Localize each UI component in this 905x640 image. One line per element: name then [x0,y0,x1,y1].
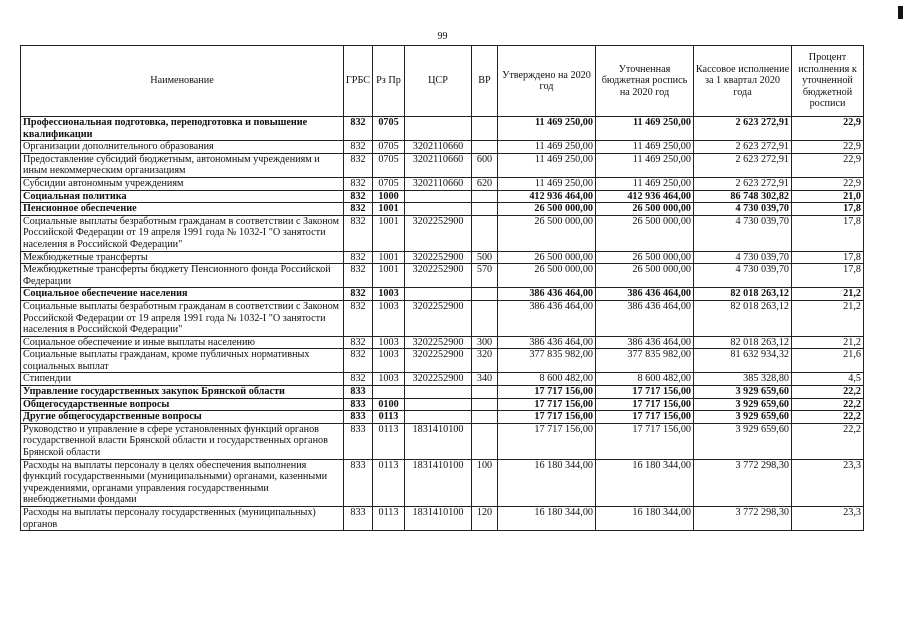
cell-name: Социальное обеспечение населения [21,288,344,301]
cell-approved: 11 469 250,00 [498,117,596,141]
cell-grbs: 833 [344,411,373,424]
table-row [21,411,864,424]
header-vr: ВР [472,46,498,117]
cell-vr: 500 [472,251,498,264]
cell-percent: 17,8 [792,215,864,251]
cell-rzpr: 0705 [373,117,405,141]
cell-name: Социальные выплаты безработным гражданам в соответствии с Законом Российской Федерации от 19 апреля 1991 года № 1032-I "О занятости населения в Российской Федерации" [21,300,344,336]
cell-rzpr: 0705 [373,141,405,154]
cell-csr: 3202252900 [405,300,472,336]
cell-name: Другие общегосударственные вопросы [21,411,344,424]
cell-csr: 3202110660 [405,153,472,177]
cell-grbs: 832 [344,288,373,301]
cell-percent: 21,6 [792,349,864,373]
cell-grbs: 832 [344,141,373,154]
cell-refined: 26 500 000,00 [596,264,694,288]
cell-vr [472,300,498,336]
cell-grbs: 832 [344,215,373,251]
cell-refined: 17 717 156,00 [596,423,694,459]
header-refined: Уточненная бюджетная роспись на 2020 год [596,46,694,117]
cell-cash: 2 623 272,91 [694,153,792,177]
table-row [21,386,864,399]
cell-csr: 3202252900 [405,251,472,264]
cell-csr [405,288,472,301]
header-name: Наименование [21,46,344,117]
table-row [21,251,864,264]
cell-refined: 11 469 250,00 [596,177,694,190]
cell-rzpr: 1001 [373,203,405,216]
cell-name: Социальные выплаты гражданам, кроме публичных нормативных социальных выплат [21,349,344,373]
cell-name: Социальные выплаты безработным гражданам в соответствии с Законом Российской Федерации от 19 апреля 1991 года № 1032-I "О занятости населения в Российской Федерации" [21,215,344,251]
cell-percent: 4,5 [792,373,864,386]
cell-percent: 17,8 [792,203,864,216]
cell-cash: 3 929 659,60 [694,423,792,459]
cell-rzpr: 0113 [373,459,405,506]
table-row [21,177,864,190]
cell-name: Предоставление субсидий бюджетным, автономным учреждениям и иным некоммерческим организациям [21,153,344,177]
cell-cash: 385 328,80 [694,373,792,386]
cell-csr: 3202252900 [405,349,472,373]
cell-percent: 21,0 [792,190,864,203]
table-row [21,459,864,506]
cell-percent: 23,3 [792,507,864,531]
cell-grbs: 833 [344,386,373,399]
cell-grbs: 833 [344,507,373,531]
cell-cash: 2 623 272,91 [694,141,792,154]
cell-percent: 22,9 [792,177,864,190]
cell-refined: 11 469 250,00 [596,153,694,177]
cell-rzpr: 0113 [373,423,405,459]
cell-approved: 17 717 156,00 [498,386,596,399]
table-row [21,203,864,216]
cell-refined: 412 936 464,00 [596,190,694,203]
cell-refined: 16 180 344,00 [596,507,694,531]
cell-grbs: 832 [344,177,373,190]
cell-rzpr: 1003 [373,349,405,373]
cell-approved: 17 717 156,00 [498,398,596,411]
cell-grbs: 832 [344,349,373,373]
cell-rzpr: 1003 [373,300,405,336]
cell-csr: 3202252900 [405,373,472,386]
cell-approved: 8 600 482,00 [498,373,596,386]
cell-approved: 26 500 000,00 [498,203,596,216]
cell-name: Руководство и управление в сфере установленных функций органов государственной власти Брянской области и государственных органов Брянской области [21,423,344,459]
cell-csr [405,117,472,141]
cell-grbs: 832 [344,300,373,336]
cell-cash: 2 623 272,91 [694,177,792,190]
cell-name: Пенсионное обеспечение [21,203,344,216]
header-cash: Кассовое исполнение за 1 квартал 2020 года [694,46,792,117]
cell-rzpr: 1003 [373,336,405,349]
cell-rzpr: 0705 [373,153,405,177]
table-row [21,117,864,141]
cell-refined: 17 717 156,00 [596,386,694,399]
cell-percent: 23,3 [792,459,864,506]
cell-name: Расходы на выплаты персоналу в целях обеспечения выполнения функций государственными (муниципальными) органами, казенными учреждениями, органами управления государственными внебюджетными фондами [21,459,344,506]
cell-approved: 17 717 156,00 [498,411,596,424]
table-row [21,153,864,177]
cell-cash: 82 018 263,12 [694,288,792,301]
cell-percent: 17,8 [792,251,864,264]
cell-grbs: 832 [344,190,373,203]
cell-name: Межбюджетные трансферты бюджету Пенсионного фонда Российской Федерации [21,264,344,288]
header-grbs: ГРБС [344,46,373,117]
cell-approved: 11 469 250,00 [498,177,596,190]
cell-refined: 386 436 464,00 [596,288,694,301]
cell-csr [405,386,472,399]
cell-refined: 11 469 250,00 [596,117,694,141]
table-row [21,423,864,459]
cell-vr: 320 [472,349,498,373]
cell-vr: 570 [472,264,498,288]
cell-refined: 16 180 344,00 [596,459,694,506]
cell-rzpr: 1003 [373,373,405,386]
cell-grbs: 833 [344,398,373,411]
cell-rzpr: 1001 [373,215,405,251]
cell-refined: 17 717 156,00 [596,411,694,424]
cell-vr [472,398,498,411]
table-row [21,349,864,373]
cell-vr: 300 [472,336,498,349]
cell-rzpr: 1001 [373,251,405,264]
table-row [21,141,864,154]
cell-vr [472,141,498,154]
budget-table [20,45,864,531]
cell-grbs: 832 [344,153,373,177]
cell-vr: 600 [472,153,498,177]
cell-rzpr: 0100 [373,398,405,411]
cell-cash: 2 623 272,91 [694,117,792,141]
cell-rzpr: 1001 [373,264,405,288]
cell-refined: 377 835 982,00 [596,349,694,373]
cell-vr: 340 [472,373,498,386]
cell-grbs: 832 [344,373,373,386]
cell-vr [472,411,498,424]
table-row [21,300,864,336]
table-row [21,336,864,349]
cell-approved: 377 835 982,00 [498,349,596,373]
cell-cash: 3 772 298,30 [694,507,792,531]
cell-vr [472,288,498,301]
table-row [21,507,864,531]
cell-csr [405,190,472,203]
page-number: 99 [437,31,448,42]
cell-percent: 21,2 [792,288,864,301]
cell-rzpr: 0113 [373,507,405,531]
cell-percent: 22,9 [792,141,864,154]
cell-approved: 17 717 156,00 [498,423,596,459]
cell-refined: 386 436 464,00 [596,300,694,336]
cell-approved: 26 500 000,00 [498,251,596,264]
cell-percent: 22,9 [792,153,864,177]
cell-csr: 3202110660 [405,141,472,154]
cell-rzpr: 1003 [373,288,405,301]
cell-percent: 21,2 [792,300,864,336]
cell-vr: 120 [472,507,498,531]
cell-name: Межбюджетные трансферты [21,251,344,264]
cell-cash: 3 929 659,60 [694,386,792,399]
cell-refined: 17 717 156,00 [596,398,694,411]
scan-edge-mark [898,6,903,19]
header-approved: Утверждено на 2020 год [498,46,596,117]
cell-cash: 81 632 934,32 [694,349,792,373]
cell-percent: 22,2 [792,423,864,459]
cell-csr: 3202252900 [405,215,472,251]
cell-vr [472,203,498,216]
cell-refined: 26 500 000,00 [596,251,694,264]
cell-grbs: 832 [344,117,373,141]
cell-vr [472,117,498,141]
cell-rzpr: 0705 [373,177,405,190]
cell-grbs: 833 [344,459,373,506]
cell-csr [405,398,472,411]
cell-approved: 16 180 344,00 [498,507,596,531]
cell-vr [472,190,498,203]
cell-vr [472,423,498,459]
cell-percent: 17,8 [792,264,864,288]
cell-cash: 4 730 039,70 [694,215,792,251]
header-csr: ЦСР [405,46,472,117]
cell-cash: 4 730 039,70 [694,203,792,216]
cell-csr [405,203,472,216]
cell-rzpr: 1000 [373,190,405,203]
cell-approved: 412 936 464,00 [498,190,596,203]
cell-refined: 8 600 482,00 [596,373,694,386]
cell-vr: 100 [472,459,498,506]
cell-rzpr [373,386,405,399]
cell-approved: 386 436 464,00 [498,336,596,349]
cell-name: Профессиональная подготовка, переподготовка и повышение квалификации [21,117,344,141]
cell-grbs: 832 [344,336,373,349]
table-header-row [21,46,864,117]
cell-approved: 386 436 464,00 [498,288,596,301]
cell-approved: 26 500 000,00 [498,215,596,251]
cell-percent: 22,2 [792,386,864,399]
cell-csr: 1831410100 [405,459,472,506]
cell-approved: 26 500 000,00 [498,264,596,288]
cell-vr: 620 [472,177,498,190]
cell-name: Общегосударственные вопросы [21,398,344,411]
cell-refined: 386 436 464,00 [596,336,694,349]
cell-name: Субсидии автономным учреждениям [21,177,344,190]
cell-vr [472,215,498,251]
table-body [21,117,864,531]
header-percent: Процент исполнения к уточненной бюджетной росписи [792,46,864,117]
cell-grbs: 832 [344,264,373,288]
cell-cash: 3 772 298,30 [694,459,792,506]
cell-percent: 22,9 [792,117,864,141]
header-rzpr: Рз Пр [373,46,405,117]
cell-name: Расходы на выплаты персоналу государственных (муниципальных) органов [21,507,344,531]
cell-csr: 1831410100 [405,423,472,459]
cell-grbs: 833 [344,423,373,459]
cell-approved: 11 469 250,00 [498,153,596,177]
cell-name: Управление государственных закупок Брянской области [21,386,344,399]
table-row [21,373,864,386]
cell-vr [472,386,498,399]
table-row [21,264,864,288]
cell-percent: 21,2 [792,336,864,349]
cell-percent: 22,2 [792,411,864,424]
cell-name: Социальное обеспечение и иные выплаты населению [21,336,344,349]
cell-csr: 1831410100 [405,507,472,531]
table-row [21,215,864,251]
cell-csr [405,411,472,424]
cell-grbs: 832 [344,251,373,264]
table-row [21,398,864,411]
cell-cash: 4 730 039,70 [694,264,792,288]
cell-grbs: 832 [344,203,373,216]
cell-cash: 3 929 659,60 [694,411,792,424]
cell-approved: 11 469 250,00 [498,141,596,154]
cell-csr: 3202252900 [405,336,472,349]
cell-approved: 16 180 344,00 [498,459,596,506]
cell-cash: 4 730 039,70 [694,251,792,264]
table-row [21,288,864,301]
cell-name: Социальная политика [21,190,344,203]
cell-refined: 26 500 000,00 [596,203,694,216]
cell-approved: 386 436 464,00 [498,300,596,336]
cell-rzpr: 0113 [373,411,405,424]
cell-percent: 22,2 [792,398,864,411]
cell-cash: 82 018 263,12 [694,336,792,349]
cell-csr: 3202110660 [405,177,472,190]
cell-name: Организации дополнительного образования [21,141,344,154]
cell-cash: 3 929 659,60 [694,398,792,411]
cell-name: Стипендии [21,373,344,386]
table-row [21,190,864,203]
cell-refined: 26 500 000,00 [596,215,694,251]
cell-cash: 86 748 302,82 [694,190,792,203]
cell-csr: 3202252900 [405,264,472,288]
cell-cash: 82 018 263,12 [694,300,792,336]
cell-refined: 11 469 250,00 [596,141,694,154]
